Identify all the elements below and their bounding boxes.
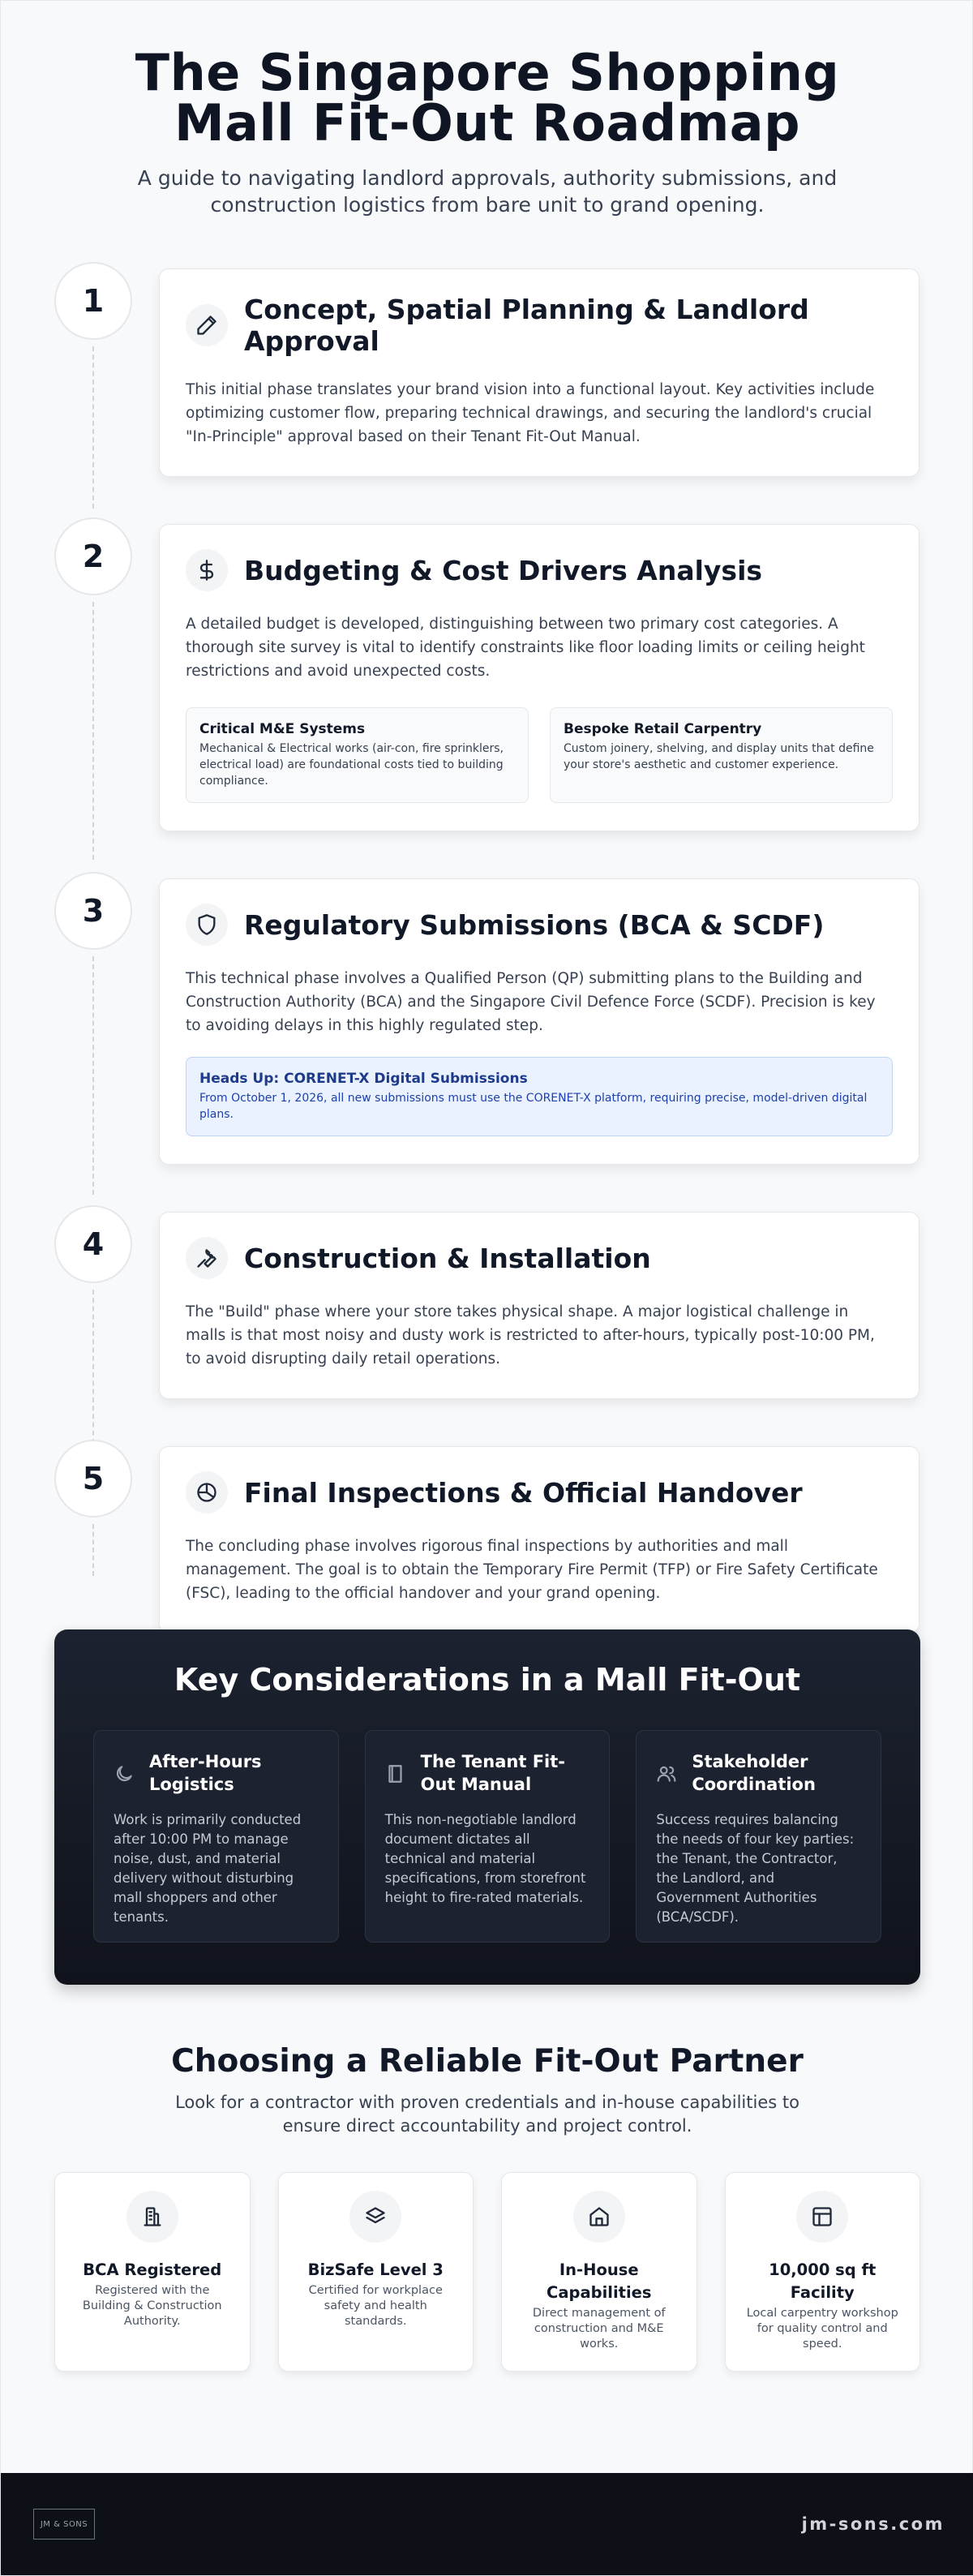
- cost-category-carpentry: [550, 707, 893, 803]
- step-title: Budgeting & Cost Drivers Analysis: [244, 554, 763, 586]
- step-card-header: [186, 1471, 893, 1513]
- partner-title: 10,000 sq ft Facility: [769, 2260, 877, 2302]
- partner-title: In-House Capabilities: [547, 2260, 652, 2302]
- users-icon: [656, 1763, 677, 1784]
- consideration-title: Stakeholder Coordination: [692, 1752, 816, 1794]
- partner-text: Direct management of construction and M&E works.: [532, 2307, 666, 2351]
- step-card-header: [186, 549, 893, 591]
- section-title: Key Considerations in a Mall Fit-Out: [174, 1662, 801, 1698]
- pencil-icon: [186, 304, 228, 346]
- partner-grid: [54, 2172, 920, 2372]
- section-lead: Look for a contractor with proven credentials and in-house capabilities to ensure direct accountability and project control.: [175, 2093, 799, 2136]
- company-logo[interactable]: [33, 2509, 95, 2540]
- timeline-connector: [92, 956, 94, 1195]
- cost-category-me: [186, 707, 529, 803]
- roadmap-timeline: [1, 268, 973, 1634]
- step-card: [159, 524, 919, 831]
- layers-icon: [349, 2191, 401, 2243]
- step-card-header: [186, 1237, 893, 1279]
- dollar-icon: [186, 549, 228, 591]
- step-description: This initial phase translates your brand vision into a functional layout. Key activities include optimizing customer flow, preparing technical drawings, and securing the landlord's crucial "In-Principle" approval based on their Tenant Fit-Out Manual.: [186, 381, 875, 445]
- cost-categories: [186, 707, 893, 803]
- home-icon: [573, 2191, 625, 2243]
- consideration-text: This non-negotiable landlord document dictates all technical and material specifications, from storefront height to fire-rated materials.: [384, 1812, 586, 1905]
- step-card-header: [186, 294, 893, 357]
- consideration-card: [93, 1730, 339, 1943]
- section-title: Choosing a Reliable Fit-Out Partner: [171, 2043, 804, 2080]
- corenet-alert: [186, 1057, 893, 1136]
- page: [1, 1, 973, 2575]
- timeline-connector: [92, 1524, 94, 1576]
- consideration-text: Success requires balancing the needs of four key parties: the Tenant, the Contractor, the Landlord, and Government Authorities (BCA/SCDF).: [656, 1812, 855, 1925]
- step-number-circle: 3: [54, 872, 132, 950]
- cost-category-text: Custom joinery, shelving, and display units that define your store's aesthetic and customer experience.: [564, 742, 874, 771]
- consideration-header: [656, 1750, 861, 1796]
- step-description: A detailed budget is developed, distinguishing between two primary cost categories. A thorough site survey is vital to identify constraints like floor loading limits or ceiling height restrictions and avoid unexpected costs.: [186, 616, 865, 680]
- consideration-card: [365, 1730, 611, 1943]
- step-1: [1, 268, 973, 477]
- partner-title: BizSafe Level 3: [307, 2260, 444, 2279]
- consideration-text: Work is primarily conducted after 10:00 PM to manage noise, dust, and material delivery without disturbing mall shoppers and other tenants.: [114, 1812, 302, 1925]
- step-card: [159, 1446, 919, 1634]
- page-subtitle: A guide to navigating landlord approvals, authority submissions, and construction logistics from bare unit to grand opening.: [137, 166, 838, 217]
- consideration-title: After-Hours Logistics: [149, 1752, 262, 1794]
- partner-card: [278, 2172, 474, 2372]
- partner-card: [54, 2172, 251, 2372]
- pie-chart-icon: [186, 1471, 228, 1513]
- key-considerations-section: [54, 1629, 920, 1985]
- step-description: The "Build" phase where your store takes physical shape. A major logistical challenge in malls is that most noisy and dusty work is restricted to after-hours, typically post-10:00 PM, to avoid disrupting daily retail operations.: [186, 1303, 875, 1367]
- building-icon: [126, 2191, 178, 2243]
- step-4: [1, 1212, 973, 1399]
- step-description: This technical phase involves a Qualified Person (QP) submitting plans to the Building and Construction Authority (BCA) and the Singapore Civil Defence Force (SCDF). Precision is key to avoiding delays in this highly regulated step.: [186, 970, 876, 1034]
- step-card-header: [186, 904, 893, 946]
- alert-title: Heads Up: CORENET-X Digital Submissions: [199, 1071, 528, 1087]
- shield-icon: [186, 904, 228, 946]
- layout-icon: [796, 2191, 848, 2243]
- partner-card: [501, 2172, 697, 2372]
- step-card: [159, 878, 919, 1165]
- consideration-card: [636, 1730, 881, 1943]
- step-5: [1, 1446, 973, 1634]
- alert-text: From October 1, 2026, all new submissions must use the CORENET-X platform, requiring precise, model-driven digital plans.: [199, 1092, 868, 1121]
- considerations-grid: [93, 1730, 881, 1943]
- step-description: The concluding phase involves rigorous final inspections by authorities and mall management. The goal is to obtain the Temporary Fire Permit (TFP) or Fire Safety Certificate (FSC), leading to the official handover and your grand opening.: [186, 1538, 878, 1602]
- website-link[interactable]: jm-sons.com: [801, 2514, 945, 2534]
- partner-section: [1, 2043, 973, 2372]
- moon-icon: [114, 1763, 135, 1784]
- step-title: Regulatory Submissions (BCA & SCDF): [244, 908, 825, 941]
- timeline-connector: [92, 602, 94, 860]
- step-card: [159, 1212, 919, 1399]
- step-title: Construction & Installation: [244, 1242, 651, 1274]
- consideration-title: The Tenant Fit-Out Manual: [420, 1752, 565, 1794]
- hero-header: [1, 1, 973, 218]
- step-2: [1, 524, 973, 831]
- partner-card: [725, 2172, 921, 2372]
- wrench-icon: [186, 1237, 228, 1279]
- partner-text: Registered with the Building & Construction Authority.: [82, 2284, 222, 2328]
- step-number-circle: 4: [54, 1205, 132, 1283]
- step-title: Final Inspections & Official Handover: [244, 1476, 803, 1509]
- step-title: Concept, Spatial Planning & Landlord Approval: [244, 294, 809, 357]
- timeline-connector: [92, 1290, 94, 1444]
- consideration-header: [114, 1750, 319, 1796]
- logo-text: JM & SONS: [40, 2519, 88, 2529]
- consideration-header: [385, 1750, 590, 1796]
- page-title: The Singapore Shopping Mall Fit-Out Roadmap: [135, 43, 840, 152]
- cost-category-title: Bespoke Retail Carpentry: [564, 721, 762, 737]
- partner-text: Local carpentry workshop for quality control and speed.: [746, 2307, 898, 2351]
- cost-category-title: Critical M&E Systems: [199, 721, 366, 737]
- timeline-connector: [92, 346, 94, 509]
- book-icon: [385, 1763, 406, 1784]
- partner-text: Certified for workplace safety and health standards.: [308, 2284, 443, 2328]
- cost-category-text: Mechanical & Electrical works (air-con, fire sprinklers, electrical load) are foundational costs tied to building compliance.: [199, 742, 504, 788]
- step-card: [159, 268, 919, 477]
- step-number-circle: 2: [54, 517, 132, 595]
- footer: [1, 2473, 973, 2575]
- step-number-circle: 1: [54, 262, 132, 340]
- step-3: [1, 878, 973, 1165]
- partner-title: BCA Registered: [83, 2260, 222, 2279]
- step-number-circle: 5: [54, 1440, 132, 1518]
